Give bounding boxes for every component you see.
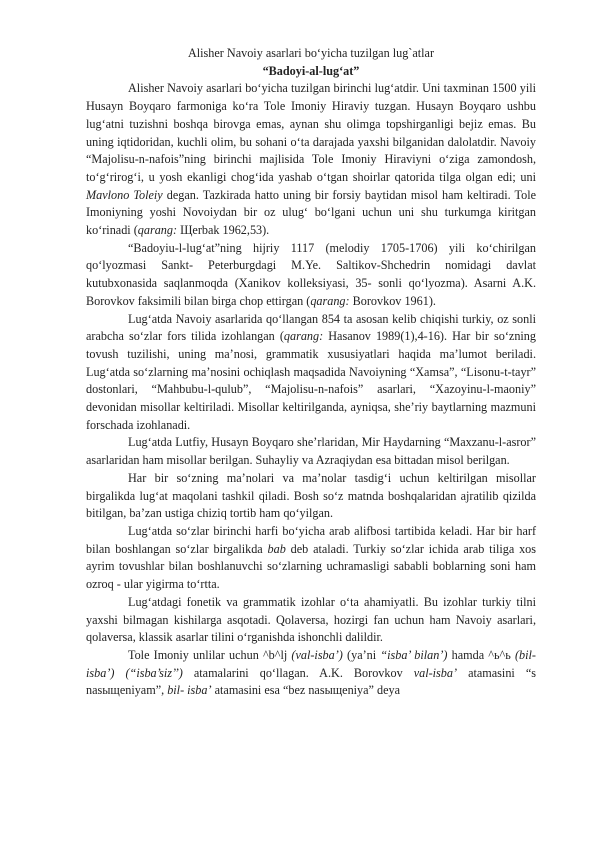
- document-subtitle: “Badoyi-al-lug‘at”: [262, 63, 360, 78]
- text-run: hamda ^ь^ь: [447, 647, 515, 662]
- italic-run: qarang:: [283, 329, 324, 344]
- text-run: Borovkov 1961).: [349, 293, 436, 308]
- text-run: Hasanov 1989(1),4-16). Har bir so‘zning tovush tuzilishi, uning ma’nosi, grammatik xususiyatlari haqida ma’lumot beriladi. Lug‘atda so‘zlarning ma’nosini ochiqlash maqsadida Navoiyning “Xamsa”, “Lisonu-t-tayr” dostonlari, “Mahbubu-l-qulub”, “Majolisu-n-nafois” asarlari, “Xazoyinu-l-maoniy” devonidan misollar keltiriladi. Misollar keltirilganda, ayniqsa, she’riy baytlarning mazmuni forschada izohlanadi.: [86, 329, 536, 432]
- italic-run: Mavlono Toleiy: [86, 187, 163, 202]
- text-run: Alisher Navoiy asarlari bo‘yicha tuzilgan birinchi lug‘atdir. Uni taxminan 1500 yili Husayn Boyqaro farmoniga ko‘ra Tole Imoniy Hiraviy tuzgan. Husayn Boyqaro ushbu lug‘atni tuzishni boshqa birovga emas, aynan shu olimga topshirganligi bejiz emas. Bu uning iqtidoridan, kuchli olim, bu sohani o‘ta darajada yaxshi bilganidan dalolatdir. Navoiy “Majolisu-n-nafois”ning birinchi majlisida Tole Imoniy Hiraviyni o‘ziga zamondosh, to‘g‘rirog‘i, u yosh ekanligi chog‘ida yashab o‘tgan shoirlar qatorida tilga olgan edi; uni: [86, 81, 536, 184]
- text-run: Lug‘atda so‘zlar birinchi harfi bo‘yicha arab alifbosi tartibida keladi. Har bir harf bilan boshlangan so‘zlar birgalikda: [86, 523, 536, 556]
- text-run: atamalarini qo‘llagan. A.K. Borovkov: [182, 665, 414, 680]
- paragraph-8: [86, 647, 536, 700]
- italic-run: qarang:: [310, 293, 350, 308]
- text-run: “Badoyiu-l-lug‘at”ning hijriy 1117 (melodiy 1705-1706) yili ko‘chirilgan qo‘lyozmasi Sankt- Peterburgdagi M.Ye. Saltikov-Shchedrin nomidagi davlat kutubxonasida saqlanmoqda (Xanikov kolleksiyasi, 35- sonli qo‘lyozma). Asarni A.K. Borovkov faksimili bilan birga chop ettirgan (: [86, 240, 536, 308]
- italic-run: (val-isba’): [291, 647, 343, 662]
- text-run: degan. Tazkirada hatto uning bir forsiy baytidan misol ham keltiradi. Tole Imoniyning yoshi Novoiydan bir oz ulug‘ bo‘lgani uchun uni shu turkumga kiritgan ko‘rinadi (: [86, 187, 536, 238]
- italic-run: (bil-isba’) (“isba’siz’’): [86, 647, 536, 680]
- text-run: deb ataladi. Turkiy so‘zlar ichida arab tiliga xos ayrim tovushlar bilan boshlanuvchi so‘zlarning uchramasligi sababli boblarning soni ham ozroq - ular yigirma to‘rtta.: [86, 541, 536, 592]
- text-run: Lug‘atda Navoiy asarlarida qo‘llangan 854 ta asosan kelib chiqishi turkiy, oz sonli arabcha so‘zlar fors tilida izohlangan (: [86, 311, 536, 344]
- document-title: Alisher Navoiy asarlari bo‘yicha tuzilgan lug`atlar: [187, 46, 435, 60]
- paragraph-5: Har bir so‘zning ma’nolari va ma’nolar tasdig‘i uchun keltirilgan misollar birgalikda lug‘at maqolani tashkil qiladi. Bosh so‘z matnda boshqalaridan ajratilib qizilda bitilgan, ba’zan ustiga chiziq tortib ham qo‘yilgan.: [86, 470, 536, 521]
- italic-run: bab: [267, 541, 286, 556]
- text-run: atamasini esa “bez nasыщeniya” deya: [211, 683, 401, 698]
- italic-run: bil- isba’: [167, 683, 212, 698]
- paragraph-7: Lug‘atdagi fonetik va grammatik izohlar o‘ta ahamiyatli. Bu izohlar turkiy tilni yaxshi bilmagan kishilarga asqotadi. Qolaversa, hozirgi fan uchun ham Navoiy asarlari, qolaversa, klassik asarlar tilini o‘rganishda ishonchli dalildir.: [86, 594, 536, 645]
- paragraph-3: [86, 311, 536, 435]
- italic-run: qarang:: [137, 223, 178, 238]
- text-run: (ya’ni: [342, 647, 381, 662]
- text-run: atamasini “s nasыщeniyam”,: [86, 665, 536, 698]
- paragraph-1: [86, 80, 536, 239]
- text-run: Tole Imoniy unlilar uchun ^b^lj: [128, 647, 292, 662]
- paragraph-2: [86, 240, 536, 311]
- paragraph-4: Lug‘atda Lutfiy, Husayn Boyqaro she’rlaridan, Mir Haydarning “Maxzanu-l-asror” asarlaridan ham misollar berilgan. Suhayliy va Azraqiydan esa bittadan misol berilgan.: [86, 435, 536, 468]
- paragraph-6: [86, 523, 536, 594]
- italic-run: “isba’ bilan’): [380, 647, 448, 662]
- text-run: Щerbak 1962,53).: [177, 223, 270, 238]
- italic-run: val-isba’: [413, 665, 458, 680]
